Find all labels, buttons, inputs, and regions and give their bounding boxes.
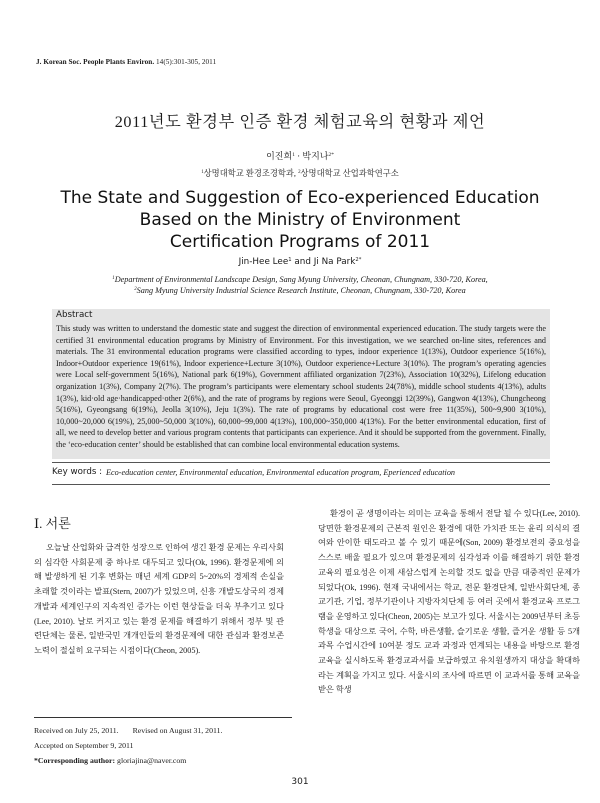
abstract-text: This study was written to understand the domestic state and suggest the direction of environmental experienced education. The study targets were the certified 31 environmental education programs by Ministry of Environment. For this investigation, we we searched on-line sites, references and materials. The 31 environmental education programs were classified according to types, indoor experience 1(13%), Outdoor experience 5(16%), Indoor+Outdoor experience 19(61%), Indoor experience+Lecture 3(10%), Outdoor experience+Lecture 3(10%). The program’s operating agencies were Local self-government 5(16%), National park 6(19%), Government affiliated organization 7(23%), Association 10(32%), Lifelong education organization 1(3%), Company 2(7%). The program’s participants were elementary school students 24(78%), middle school students 4(13%), adults 1(3%), kid·old age·handicapped·other 2(6%), and the rate of programs by regions were Seoul, Gyeonggi 12(39%), Gangwon 4(13%), Chungcheong 5(16%), Gyeongsang 6(19%), Jeolla 3(10%), Jeju 1(3%). The rate of programs by educational cost were free 11(35%), 500~9,900 3(10%), 10,000~20,000 6(19%), 25,000~50,000 3(10%), 60,000~99,000 4(13%), 100,000~350,000 4(13%). For the better environmental education, first of all, we need to develop better and various program contents that participants can experience. And it should be supported from the government. Finally, the ‘eco-education center’ should be established that can combine local environmental education systems.	[56, 324, 546, 449]
abstract-label: Abstract	[56, 310, 93, 320]
keywords-label: Key words :	[52, 467, 103, 477]
english-affil-2: Sang Myung University Industrial Science Research Institute, Cheonan, Chungnam, 330-720, Korea	[136, 286, 466, 295]
korean-affil-2: 상명대학교 산업과학연구소	[300, 169, 399, 178]
journal-volume: 14(5):301-305, 2011	[154, 58, 217, 66]
english-title-line-3: Certification Programs of 2011	[169, 232, 431, 252]
page-number: 301	[291, 777, 309, 787]
korean-authors	[0, 149, 600, 162]
english-affil-1: Department of Environmental Landscape Design, Sang Myung University, Cheonan, Chungnam, 330-720, Korea,	[114, 275, 488, 284]
corresponding-author	[34, 756, 186, 765]
body-left-column	[34, 541, 284, 659]
corresponding-email[interactable]: gloriajina@naver.com	[115, 756, 187, 765]
korean-author-2: · 박지나	[294, 151, 329, 161]
keywords-top-rule	[52, 462, 550, 463]
english-author-2-sup: 2*	[355, 257, 362, 263]
korean-affil-1: 상명대학교 환경조경학과,	[203, 169, 299, 178]
korean-affil-2-sup: 2	[298, 170, 301, 175]
english-affil-1-line	[0, 274, 600, 285]
english-affil-1-sup: 1	[112, 276, 115, 281]
english-authors	[0, 257, 600, 267]
footnote-dates	[34, 726, 222, 735]
english-title-line-1: The State and Suggestion of Eco-experienced Education	[60, 188, 540, 208]
english-author-1: Jin-Hee Lee	[238, 257, 289, 267]
journal-name: J. Korean Soc. People Plants Environ.	[36, 58, 155, 66]
english-title-line-2: Based on the Ministry of Environment	[139, 210, 461, 230]
english-title	[0, 187, 600, 253]
english-affil-2-sup: 2	[134, 287, 137, 292]
section-heading-introduction: Ⅰ. 서론	[34, 516, 71, 531]
footnote-rule	[34, 717, 292, 718]
keywords-text: Eco-education center, Environmental education, Environmental education program, Eperienced education	[106, 468, 456, 477]
english-author-1-sup: 1	[288, 257, 292, 263]
english-affiliations	[0, 274, 600, 296]
accepted-date: Accepted on September 9, 2011	[34, 741, 134, 750]
korean-author-1: 이진희	[266, 151, 293, 161]
received-date: Received on July 25, 2011.	[34, 726, 119, 735]
body-right-column	[318, 507, 580, 698]
korean-affil-1-sup: 1	[201, 170, 204, 175]
corresponding-label: *Corresponding author:	[34, 756, 116, 765]
korean-author-1-sup: 1	[292, 152, 295, 158]
revised-date: Revised on August 31, 2011.	[132, 726, 223, 735]
keywords-bottom-rule	[52, 484, 550, 485]
korean-title: 2011년도 환경부 인증 환경 체험교육의 현황과 제언	[114, 113, 486, 131]
journal-citation	[36, 58, 216, 66]
english-author-2: and Ji Na Park	[291, 257, 356, 267]
english-affil-2-line	[0, 285, 600, 296]
body-paragraph: 환경이 곧 생명이라는 의미는 교육을 통해서 전달 될 수 있다(Lee, 2010). 당면한 환경문제의 근본적 원인은 환경에 대한 가치관 또는 윤리 의식의 결여와 안이한 태도라고 볼 수 있기 때문에(Son, 2009) 환경보전의 중요성을 스스로 배울 필요가 있으며 환경문제의 심각성과 이를 해결하기 위한 환경교육의 필요성은 이제 새삼스럽게 논의할 것도 없을 만큼 대중적인 문제가 되었다(Ok, 1996). 현재 국내에서는 학교, 전문 환경단체, 일반사회단체, 종교기관, 기업, 정부기관이나 지방자치단체 등 여러 곳에서 환경교육 프로그램을 운영하고 있다(Cheon, 2005)는 보고가 있다. 서울시는 2009년부터 초등학생을 대상으로 국어, 수학, 바른생활, 슬기로운 생활, 즐거운 생활 등 5개 과목 수업시간에 10여분 정도 교과 과정과 연계되는 내용을 바탕으로 환경교육을 실시하도록 환경교과서를 보급하였고 유치원생까지 대상을 확대하라는 계획을 가지고 있다. 서울시의 조사에 따르면 이 교과서를 통해 교육을 받은 학생	[318, 509, 580, 695]
korean-affiliations	[0, 167, 600, 179]
korean-author-2-sup: 2*	[328, 152, 334, 158]
body-paragraph: 오늘날 산업화와 급격한 성장으로 인하여 생긴 환경 문제는 우리사회의 심각한 사회문제 중 하나로 대두되고 있다(Ok, 1996). 환경문제에 의해 발생하게 된 기후 변화는 매년 세계 GDP의 5~20%의 경제적 손실을 초래할 것이라는 발표(Stern, 2007)가 있었으며, 신흥 개발도상국의 경제개발과 세계인구의 지속적인 증가는 이런 현상들을 더욱 부추기고 있다(Lee, 2010). 날로 커지고 있는 환경 문제를 해결하기 위해서 정부 및 관련단체는 물론, 일반국민 개개인들의 환경문제에 대한 관심과 환경보존 노력이 절실히 요구되는 시점이다(Cheon, 2005).	[34, 543, 284, 655]
